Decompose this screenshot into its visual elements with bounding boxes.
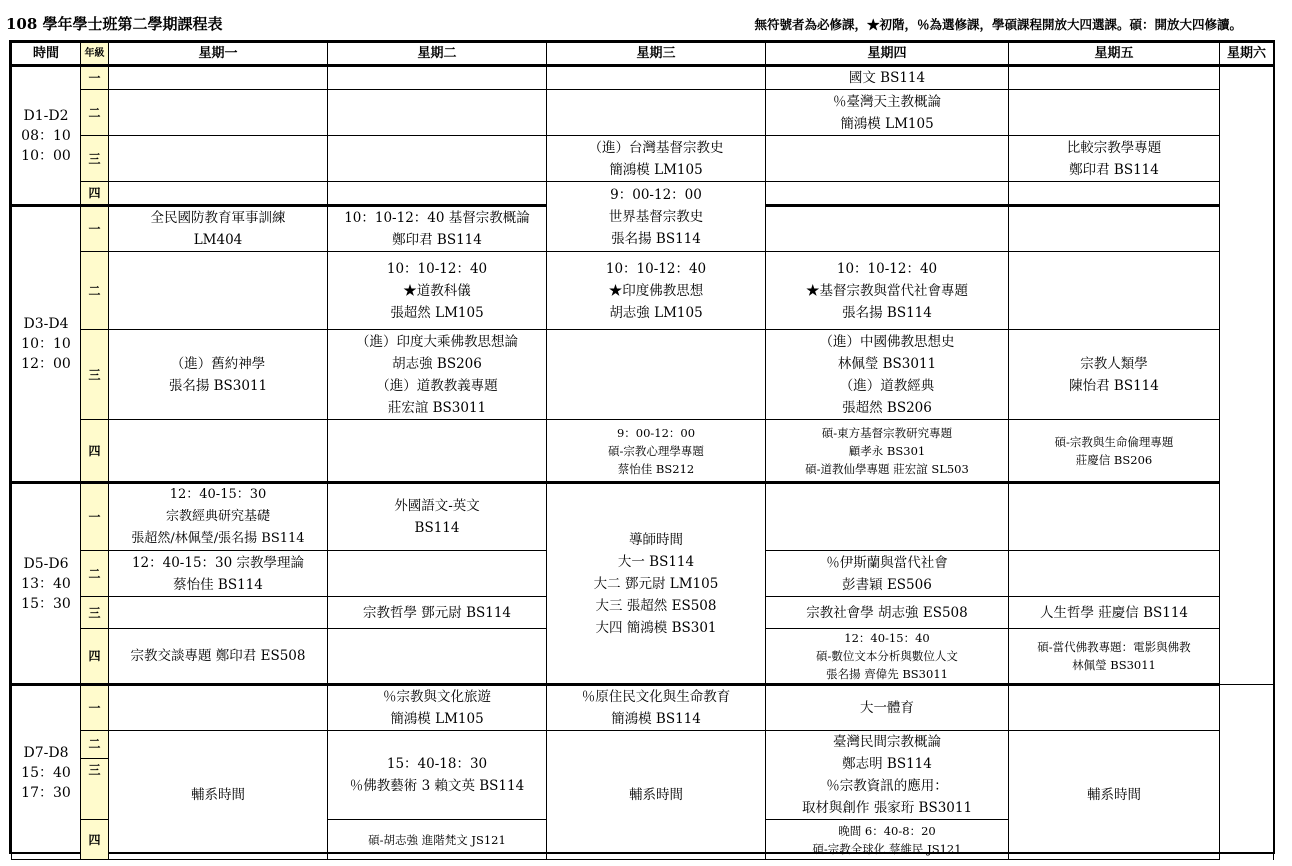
course-cell: 15：40-18：30 ％佛教藝術 3 賴文英 BS114 [328,731,547,820]
cell-empty [1220,66,1274,685]
cell-empty [328,629,547,685]
period-3: D5-D6 13：40 15：30 [12,483,81,685]
table-row [12,90,1274,136]
year-label: 二 [81,731,109,759]
course-cell: 輔系時間 [1009,731,1220,860]
course-cell: 10：10-12：40 ★印度佛教思想 胡志強 LM105 [547,252,766,330]
course-cell: （進）中國佛教思想史 林佩瑩 BS3011 （進）道教經典 張超然 BS206 [766,330,1009,420]
table-row [12,252,1274,330]
course-cell: 10：10-12：40 ★基督宗教與當代社會專題 張名揚 BS114 [766,252,1009,330]
cell-empty [1009,483,1220,551]
course-cell: 晚間 6：40-8：20 碩-宗教全球化 蔡維民 JS121 [766,820,1009,860]
course-cell: 比較宗教學專題 鄭印君 BS114 [1009,136,1220,182]
cell-empty [1009,551,1220,597]
year-label: 二 [81,551,109,597]
cell-empty [1009,90,1220,136]
course-cell: 9：00-12：00 碩-宗教心理學專題 蔡怡佳 BS212 [547,420,766,483]
course-cell: 碩-東方基督宗教研究專題 顧孝永 BS301 碩-道教仙學專題 莊宏誼 SL503 [766,420,1009,483]
course-cell: 全民國防教育軍事訓練 LM404 [109,206,328,252]
year-label: 一 [81,483,109,551]
course-cell: ％宗教與文化旅遊 簡鴻模 LM105 [328,685,547,731]
year-label: 二 [81,90,109,136]
course-cell: 宗教哲學 鄧元尉 BS114 [328,597,547,629]
course-cell: 輔系時間 [109,731,328,860]
table-row [12,136,1274,182]
cell-empty [109,252,328,330]
year-label: 四 [81,420,109,483]
col-fri: 星期五 [1009,43,1220,66]
course-cell: （進）舊約神學 張名揚 BS3011 [109,330,328,420]
cell-empty [328,551,547,597]
cell-empty [1009,182,1220,206]
cell-empty [766,206,1009,252]
table-row [12,685,1274,731]
year-label: 二 [81,252,109,330]
col-thu: 星期四 [766,43,1009,66]
cell-empty [109,90,328,136]
cell-empty [766,182,1009,206]
table-row [12,731,1274,759]
course-cell: 宗教交談專題 鄭印君 ES508 [109,629,328,685]
cell-empty [547,66,766,90]
timetable [11,42,1274,860]
course-cell: （進）印度大乘佛教思想論 胡志強 BS206 （進）道教教義專題 莊宏誼 BS3011 [328,330,547,420]
col-time: 時間 [12,43,81,66]
cell-empty [766,136,1009,182]
cell-empty [1009,66,1220,90]
course-cell: 10：10-12：40 ★道教科儀 張超然 LM105 [328,252,547,330]
col-year: 年級 [81,43,109,66]
course-cell: 人生哲學 莊慶信 BS114 [1009,597,1220,629]
course-cell: 大一體育 [766,685,1009,731]
cell-empty [328,90,547,136]
cell-empty [1009,252,1220,330]
table-row [12,420,1274,483]
year-label: 三 [81,330,109,420]
period-1: D1-D2 08：10 10：00 [12,66,81,206]
course-cell: 12：40-15：30 宗教學理論 蔡怡佳 BS114 [109,551,328,597]
year-label: 四 [81,820,109,860]
year-label: 一 [81,66,109,90]
period-4: D7-D8 15：40 17：30 [12,685,81,860]
course-cell: 10：10-12：40 基督宗教概論 鄭印君 BS114 [328,206,547,252]
col-wed: 星期三 [547,43,766,66]
cell-empty [1009,206,1220,252]
table-row [12,182,1274,206]
cell-empty [109,685,328,731]
cell-empty [328,182,547,206]
cell-empty [1009,685,1220,731]
course-cell: 臺灣民間宗教概論 鄭志明 BS114 ％宗教資訊的應用： 取材與創作 張家珩 BS3011 [766,731,1009,820]
cell-empty [109,182,328,206]
course-cell: 宗教人類學 陳怡君 BS114 [1009,330,1220,420]
cell-empty [547,90,766,136]
table-row [12,330,1274,420]
course-cell: 國文 BS114 [766,66,1009,90]
course-cell: 輔系時間 [547,731,766,860]
course-cell: 外國語文-英文 BS114 [328,483,547,551]
timetable-frame [9,40,1275,854]
col-tue: 星期二 [328,43,547,66]
cell-empty [328,66,547,90]
year-label: 三 [81,597,109,629]
course-cell: ％原住民文化與生命教育 簡鴻模 BS114 [547,685,766,731]
year-label: 三 [81,136,109,182]
col-mon: 星期一 [109,43,328,66]
course-cell: 12：40-15：30 宗教經典研究基礎 張超然/林佩瑩/張名揚 BS114 [109,483,328,551]
course-cell: 宗教社會學 胡志強 ES508 [766,597,1009,629]
course-cell: 9：00-12：00 世界基督宗教史 張名揚 BS114 [547,182,766,252]
cell-empty [766,483,1009,551]
page-header [0,0,1292,40]
course-cell: 導師時間 大一 BS114 大二 鄧元尉 LM105 大三 張超然 ES508 大四 簡鴻模 BS301 [547,483,766,685]
year-label: 四 [81,629,109,685]
year-label: 一 [81,206,109,252]
cell-empty [328,420,547,483]
table-row [12,483,1274,551]
cell-empty [547,330,766,420]
legend-note: 無符號者為必修課，★初階，％為選修課，學碩課程開放大四選課。碩：開放大四修讀。 [754,17,1242,32]
cell-empty [109,136,328,182]
cell-empty [109,597,328,629]
year-label: 三 [81,758,109,819]
cell-empty [109,420,328,483]
col-sat: 星期六 [1220,43,1274,66]
course-cell: 12：40-15：40 碩-數位文本分析與數位人文 張名揚 齊偉先 BS3011 [766,629,1009,685]
table-row [12,66,1274,90]
course-cell: ％伊斯蘭與當代社會 彭書穎 ES506 [766,551,1009,597]
course-cell: 碩-當代佛教專題：電影與佛教 林佩瑩 BS3011 [1009,629,1220,685]
cell-empty [109,66,328,90]
period-2: D3-D4 10：10 12：00 [12,206,81,483]
page-title: 108 學年學士班第二學期課程表 [6,15,223,33]
course-cell: （進）台灣基督宗教史 簡鴻模 LM105 [547,136,766,182]
course-cell: 碩-胡志強 進階梵文 JS121 [328,820,547,860]
course-cell: 碩-宗教與生命倫理專題 莊慶信 BS206 [1009,420,1220,483]
header-row [12,43,1274,66]
cell-empty [328,136,547,182]
course-cell: ％臺灣天主教概論 簡鴻模 LM105 [766,90,1009,136]
year-label: 四 [81,182,109,206]
year-label: 一 [81,685,109,731]
